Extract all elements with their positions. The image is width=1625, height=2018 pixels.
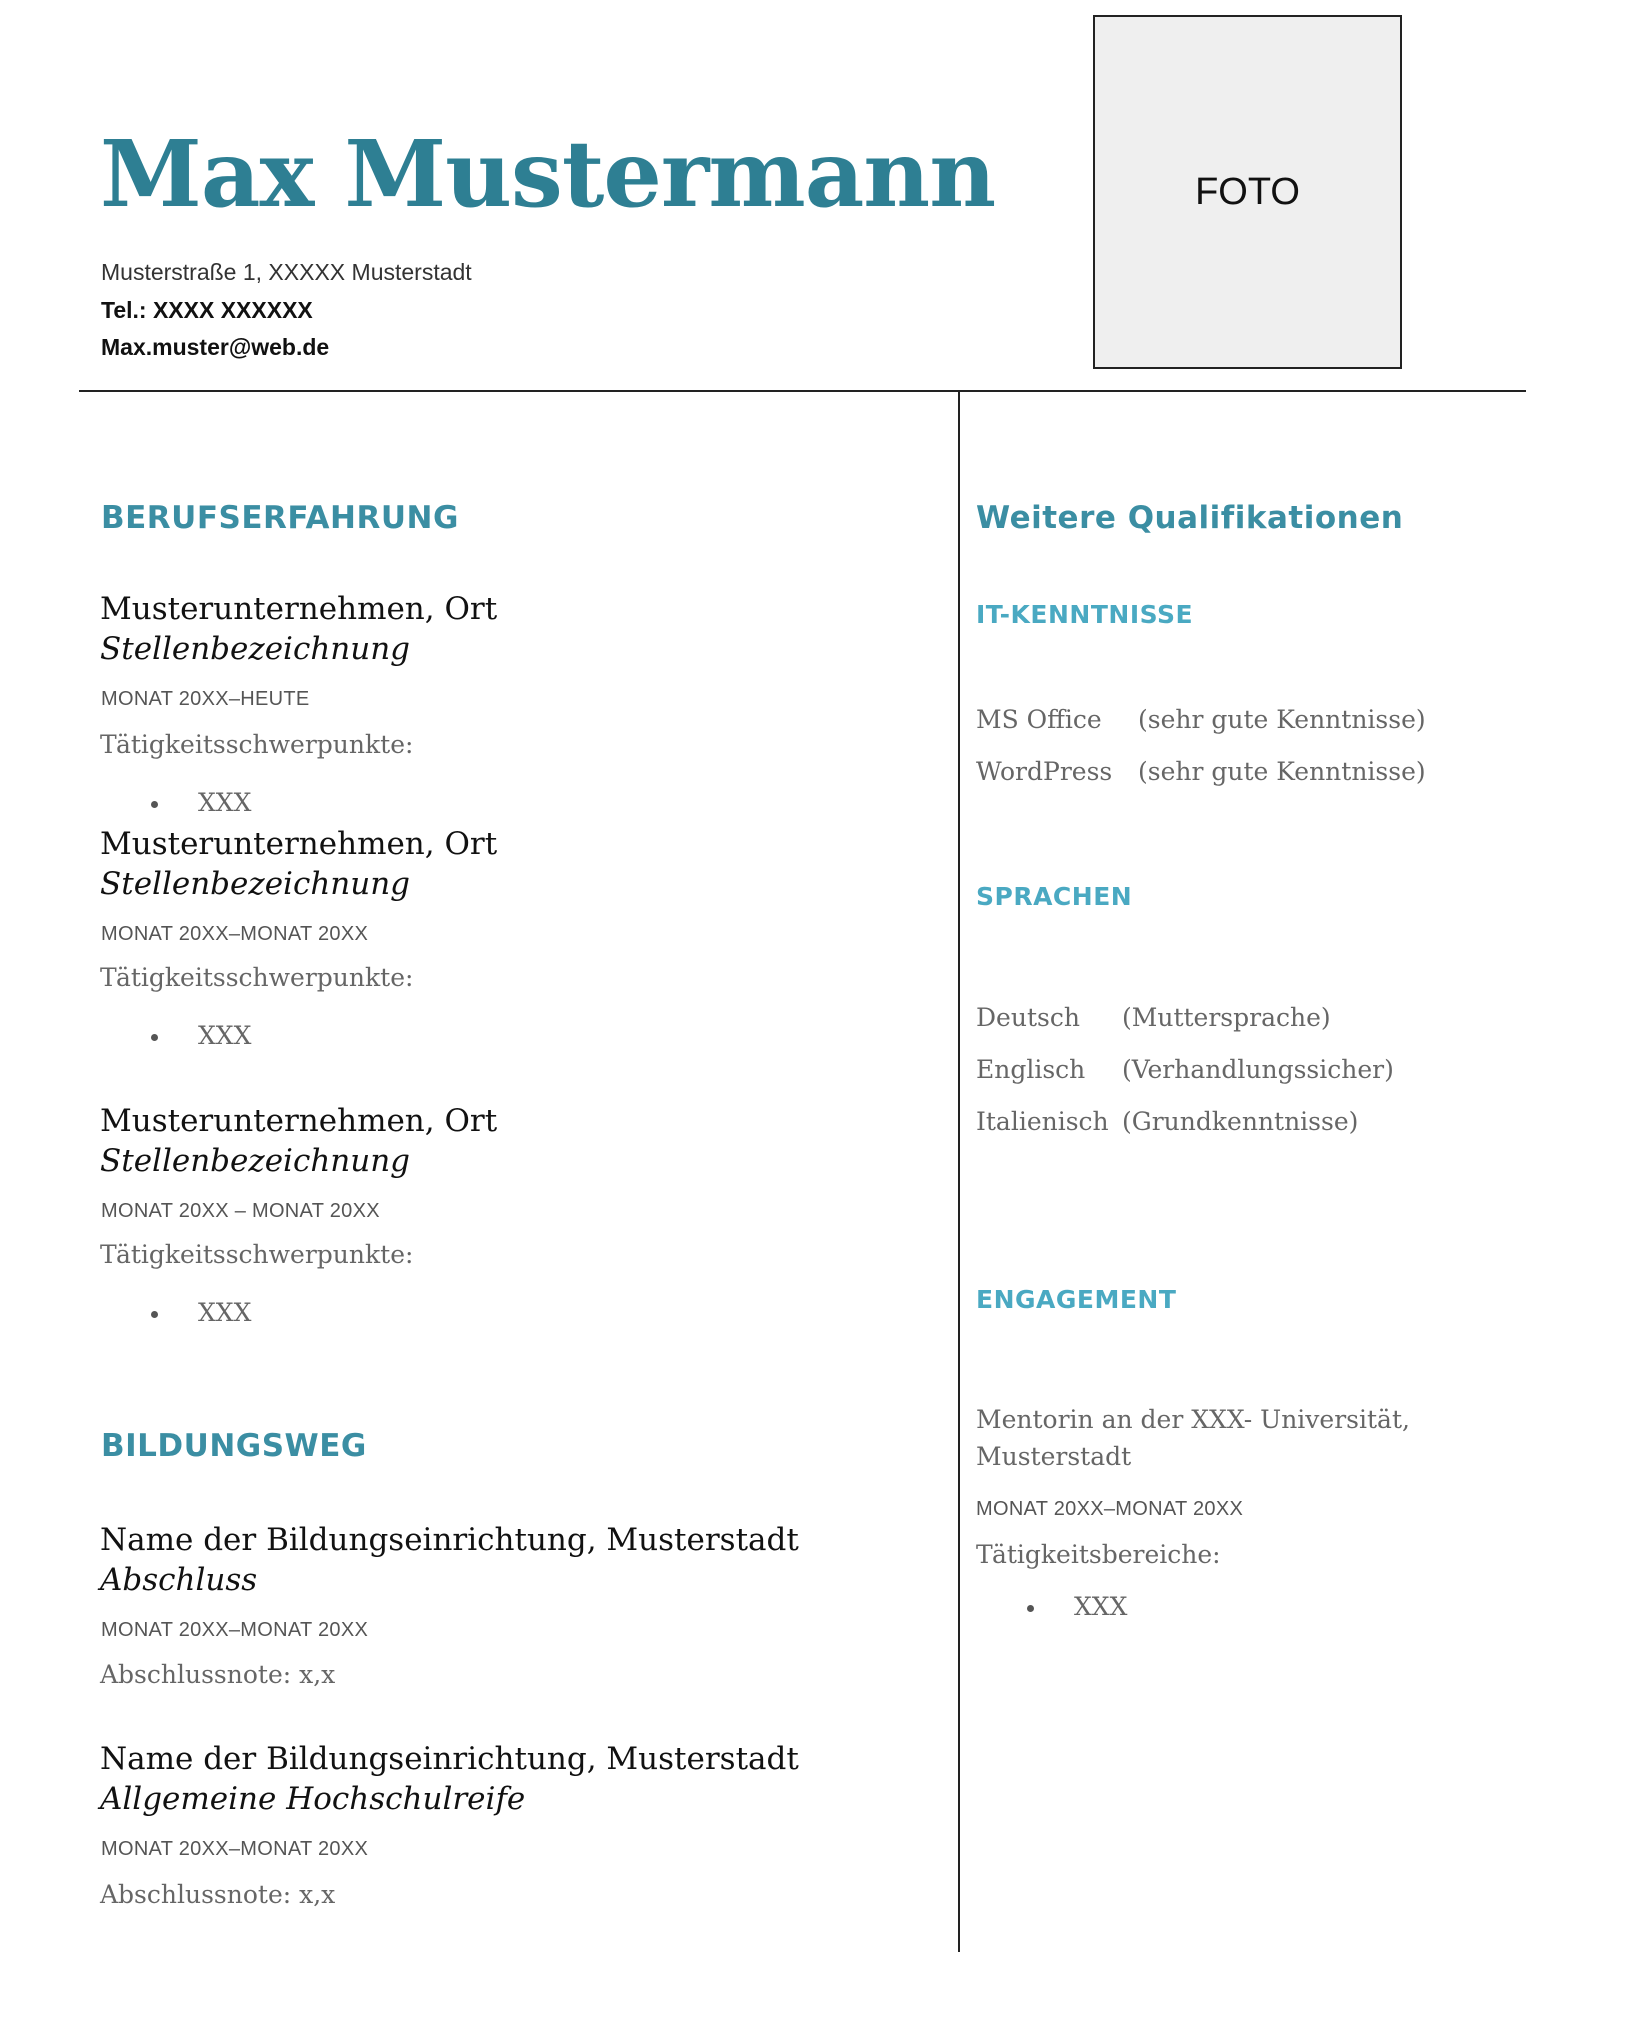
experience-date: MONAT 20XX–MONAT 20XX: [101, 923, 369, 945]
experience-org: Musterunternehmen, Ort: [100, 826, 498, 862]
it-skill-level: (sehr gute Kenntnisse): [1138, 705, 1426, 734]
languages-heading: SPRACHEN: [976, 882, 1133, 911]
experience-bullet: XXX: [151, 788, 251, 817]
engagement-label: Tätigkeitsbereiche:: [976, 1540, 1221, 1569]
column-divider: [958, 391, 960, 1952]
education-degree: Allgemeine Hochschulreife: [100, 1781, 526, 1817]
experience-bullet: XXX: [151, 1021, 251, 1050]
bullet-icon: [151, 801, 158, 808]
education-grade: Abschlussnote: x,x: [100, 1880, 336, 1909]
photo-placeholder: [1093, 15, 1402, 369]
education-grade: Abschlussnote: x,x: [100, 1660, 336, 1689]
address: Musterstraße 1, XXXXX Musterstadt: [101, 259, 472, 285]
experience-role: Stellenbezeichnung: [100, 631, 411, 667]
experience-role: Stellenbezeichnung: [100, 1143, 411, 1179]
experience-label: Tätigkeitsschwerpunkte:: [100, 730, 414, 759]
education-org: Name der Bildungseinrichtung, Musterstadt: [100, 1741, 799, 1777]
bullet-icon: [151, 1034, 158, 1041]
language-level: (Grundkenntnisse): [1122, 1107, 1359, 1136]
engagement-heading: ENGAGEMENT: [976, 1285, 1177, 1314]
experience-org: Musterunternehmen, Ort: [100, 1103, 498, 1139]
experience-role: Stellenbezeichnung: [100, 866, 411, 902]
bullet-icon: [1027, 1605, 1034, 1612]
engagement-date: MONAT 20XX–MONAT 20XX: [976, 1498, 1244, 1520]
it-skill-name: WordPress: [976, 757, 1113, 786]
language-name: Deutsch: [976, 1003, 1080, 1032]
experience-label: Tätigkeitsschwerpunkte:: [100, 1240, 414, 1269]
engagement-line: Mentorin an der XXX- Universität,: [976, 1405, 1410, 1434]
engagement-bullet: XXX: [1027, 1592, 1127, 1621]
phone: Tel.: XXXX XXXXXX: [101, 297, 313, 323]
experience-label: Tätigkeitsschwerpunkte:: [100, 963, 414, 992]
experience-org: Musterunternehmen, Ort: [100, 591, 498, 627]
engagement-line: Musterstadt: [976, 1442, 1132, 1471]
experience-date: MONAT 20XX – MONAT 20XX: [101, 1200, 380, 1222]
it-skill-level: (sehr gute Kenntnisse): [1138, 757, 1426, 786]
it-skill-name: MS Office: [976, 705, 1102, 734]
it-skills-heading: IT-KENNTNISSE: [976, 600, 1194, 629]
language-level: (Muttersprache): [1122, 1003, 1331, 1032]
education-degree: Abschluss: [100, 1562, 258, 1598]
email: Max.muster@web.de: [101, 334, 330, 360]
language-name: Italienisch: [976, 1107, 1109, 1136]
bullet-icon: [151, 1311, 158, 1318]
candidate-name: Max Mustermann: [100, 120, 996, 228]
qualifications-heading: Weitere Qualifikationen: [976, 500, 1404, 536]
experience-heading: BERUFSERFAHRUNG: [101, 500, 459, 536]
experience-date: MONAT 20XX–HEUTE: [101, 688, 310, 710]
language-level: (Verhandlungssicher): [1122, 1055, 1394, 1084]
education-date: MONAT 20XX–MONAT 20XX: [101, 1838, 369, 1860]
header-divider: [79, 390, 1526, 392]
education-org: Name der Bildungseinrichtung, Musterstadt: [100, 1522, 799, 1558]
language-name: Englisch: [976, 1055, 1086, 1084]
education-heading: BILDUNGSWEG: [101, 1428, 367, 1464]
photo-label: FOTO: [1195, 170, 1300, 213]
education-date: MONAT 20XX–MONAT 20XX: [101, 1619, 369, 1641]
experience-bullet: XXX: [151, 1298, 251, 1327]
